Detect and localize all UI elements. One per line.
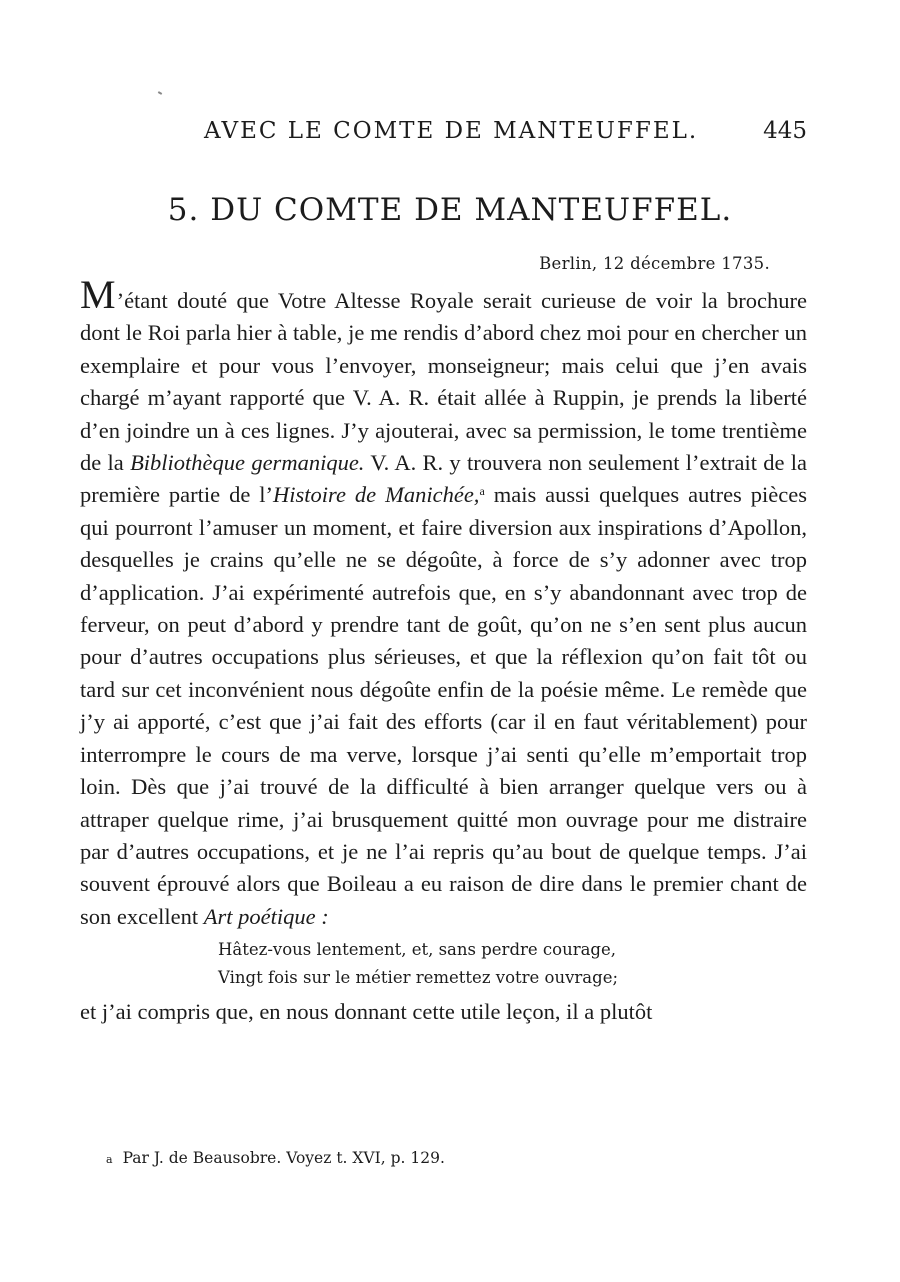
page-number: 445 (763, 118, 807, 144)
verse-quote (218, 936, 807, 992)
footnote-reference: a (479, 484, 485, 499)
drop-initial: M (80, 272, 117, 317)
print-speck (158, 91, 162, 95)
letter-body (80, 272, 808, 1029)
footnote (106, 1149, 445, 1167)
text-segment: mais aussi quelques autres pièces qui pourront l’amuser un moment, et faire diversion aux inspirations d’Apollon, desquelles je crains qu’elle ne se dégoûte, à force de s’y adonner avec trop d’application. J’ai expérimenté autrefois que, en s’y abandonnant avec trop de ferveur, on peut d’abord y prendre tant de goût, qu’on ne s’en sent plus aucun pour d’autres occupations plus sérieuses, et que la réflexion qu’on fait tôt ou tard sur cet inconvénient nous dégoûte enfin de la poésie même. Le remède que j’y ai apporté, c’est que j’ai fait des efforts (car il en faut véritablement) pour interrompre le cours de ma verve, lorsque j’ai senti qu’elle m’emportait trop loin. Dès que j’ai trouvé de la difficulté à bien arranger quelque vers ou à attraper quelque rime, j’ai brusquement quitté mon ouvrage pour me distraire par d’autres occupations, et je ne l’ai repris qu’au bout de quelque temps. J’ai souvent éprouvé alors que Boileau a eu raison de dire dans le premier chant de son excellent (80, 482, 807, 929)
letter-paragraph (80, 272, 808, 933)
text-segment: ’étant douté que Votre Altesse Royale serait curieuse de voir la brochure dont le Roi parla hier à table, je me rendis d’abord chez moi pour en chercher un exemplaire et pour vous l’envoyer, monseigneur; mais celui que j’en avais chargé m’ayant rapporté que V. A. R. était allée à Ruppin, je prends la liberté d’en joindre un à ces lignes. J’y ajouterai, avec sa permission, le tome trentième de la (80, 288, 807, 476)
verse-line: Vingt fois sur le métier remettez votre ouvrage; (218, 968, 619, 988)
running-title: AVEC LE COMTE DE MANTEUFFEL. (204, 118, 699, 144)
footnote-text: Par J. de Beausobre. Voyez t. XVI, p. 129. (122, 1149, 445, 1167)
italic-title: Histoire de Manichée, (273, 482, 480, 508)
letter-dateline: Berlin, 12 décembre 1735. (539, 254, 770, 273)
text-segment: V. A. R. y trouvera non seulement l’extrait de la première partie de l’ (80, 450, 808, 508)
italic-title: Art poétique : (203, 903, 329, 929)
letter-title: 5. DU COMTE DE MANTEUFFEL. (167, 192, 733, 228)
footnote-mark: a (106, 1153, 113, 1166)
verse-line: Hâtez-vous lentement, et, sans perdre courage, (218, 940, 617, 960)
italic-title: Bibliothèque germanique. (130, 450, 365, 476)
continuation-line: et j’ai compris que, en nous donnant cette utile leçon, il a plutôt (80, 999, 653, 1025)
